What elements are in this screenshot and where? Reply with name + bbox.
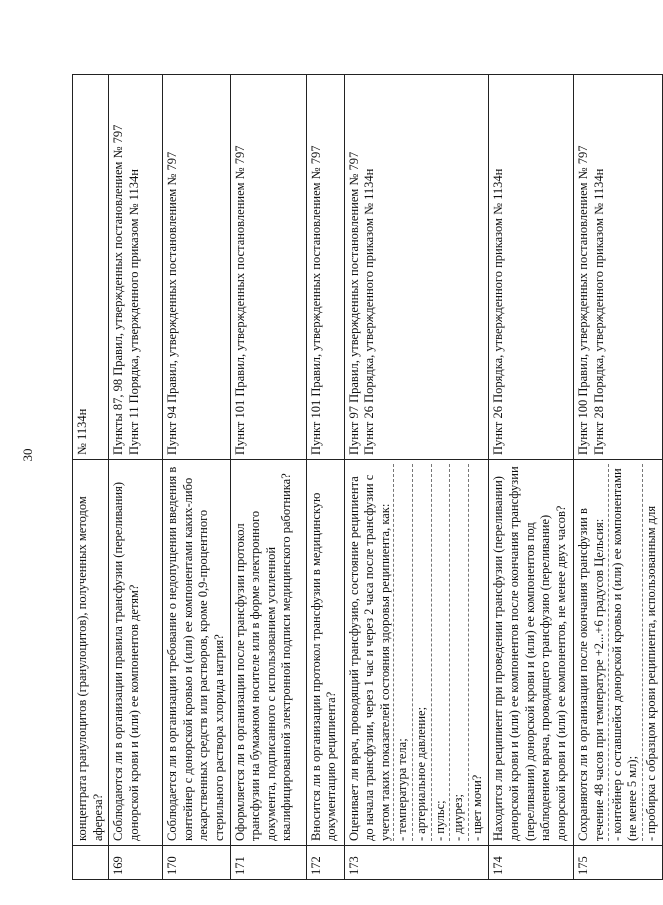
checklist-table [72, 74, 663, 880]
question-subitem: - температура тела; [393, 464, 412, 841]
legal-reference-text: Пункт 94 Правил, утвержденных постановлением № 797 [165, 151, 180, 455]
row-question [574, 460, 663, 846]
question-subitems [393, 464, 486, 841]
question-text: Находится ли реципиент при проведении трансфузии (переливании) донорской крови и (или) ее компонентов после окончания трансфузии (переливании) донорской крови и (или) ее компонентов под наблюдением врача, проводящего трансфузию (переливание) донорской крови и (или) ее компонентов, не менее двух часов? [491, 466, 568, 841]
row-question [109, 460, 163, 846]
legal-reference-text: Пункт 28 Порядка, утвержденного приказом № 1134н [591, 168, 606, 455]
question-text: Оценивает ли врач, проводящий трансфузию, состояние реципиента до начала трансфузии, через 1 час и через 2 часа после трансфузии с учетом таких показателей состояния здоровья реципиента, как: [346, 474, 392, 841]
question-subitem: - диурез; [449, 464, 468, 841]
question-subitems [608, 464, 661, 841]
page-number: 30 [20, 448, 35, 462]
legal-reference-text: Пункт 101 Правил, утвержденных постановлением № 797 [308, 145, 323, 455]
row-question [163, 460, 230, 846]
row-question [73, 460, 109, 846]
row-legal-reference [230, 75, 306, 460]
legal-reference-text: Пункты 87, 98 Правил, утвержденных постановлением № 797 [111, 124, 126, 455]
legal-reference-text: Пункт 101 Правил, утвержденных постановлением № 797 [232, 145, 247, 455]
row-number: 172 [306, 846, 344, 880]
document-sheet [72, 75, 658, 880]
row-legal-reference [344, 75, 489, 460]
question-subitem: - пульс; [431, 464, 450, 841]
row-legal-reference [489, 75, 574, 460]
question-text: Вносится ли в организации протокол трансфузии в медицинскую документацию реципиента? [308, 492, 339, 841]
question-text: концентрата гранулоцитов (гранулоцитов), полученных методом афереза? [75, 496, 105, 841]
row-question [230, 460, 306, 846]
row-number: 169 [109, 846, 163, 880]
table-row [73, 75, 109, 880]
rotated-table-wrapper [72, 75, 658, 880]
question-subitem: - контейнер с оставшейся донорской кровью и (или) ее компонентами (не менее 5 мл); [608, 464, 642, 841]
table-row [574, 75, 663, 880]
row-legal-reference [163, 75, 230, 460]
legal-reference-text: № 1134н [75, 408, 89, 455]
row-legal-reference [109, 75, 163, 460]
table-row [344, 75, 489, 880]
legal-reference-text: Пункт 100 Правил, утвержденных постановлением № 797 [576, 145, 591, 455]
question-text: Сохраняются ли в организации после окончания трансфузии в течение 48 часов при температуре +2...+6 градусов Цельсия: [576, 508, 606, 841]
table-row [489, 75, 574, 880]
question-text: Соблюдаются ли в организации правила трансфузии (переливания) донорской крови и (или) ее компонентов детям? [111, 482, 141, 841]
table-row [163, 75, 230, 880]
row-number [73, 846, 109, 880]
table-row [230, 75, 306, 880]
legal-reference-text: Пункт 26 Порядка, утвержденного приказом № 1134н [491, 168, 506, 455]
row-number: 174 [489, 846, 574, 880]
row-question [489, 460, 574, 846]
question-text: Оформляется ли в организации после трансфузии протокол трансфузии на бумажном носителе или в форме электронного документа, подписанного с использованием усиленной квалифицированной электронной подписи медицинского работника? [232, 473, 294, 841]
row-number: 171 [230, 846, 306, 880]
row-question [306, 460, 344, 846]
question-text: Соблюдается ли в организации требование о недопущении введения в контейнер с донорской кровью и (или) ее компонентами каких-либо лекарственных средств или растворов, кроме 0,9-процентного стерильного раствора хлорида натрия? [165, 466, 226, 841]
question-subitem: - пробирка с образцом крови реципиента, использованным для [642, 464, 661, 841]
checklist-table-body [73, 75, 663, 880]
row-number: 175 [574, 846, 663, 880]
row-legal-reference [574, 75, 663, 460]
question-subitem: - артериальное давление; [412, 464, 431, 841]
legal-reference-text: Пункт 97 Правил, утвержденных постановлением № 797 [346, 151, 361, 455]
table-row [306, 75, 344, 880]
row-number: 173 [344, 846, 489, 880]
row-legal-reference [306, 75, 344, 460]
legal-reference-text: Пункт 26 Порядка, утвержденного приказом № 1134н [362, 168, 377, 455]
row-legal-reference [73, 75, 109, 460]
row-number: 170 [163, 846, 230, 880]
table-row [109, 75, 163, 880]
question-subitem: - цвет мочи? [468, 464, 487, 841]
legal-reference-text: Пункт 11 Порядка, утвержденного приказом № 1134н [126, 169, 141, 455]
row-question [344, 460, 489, 846]
